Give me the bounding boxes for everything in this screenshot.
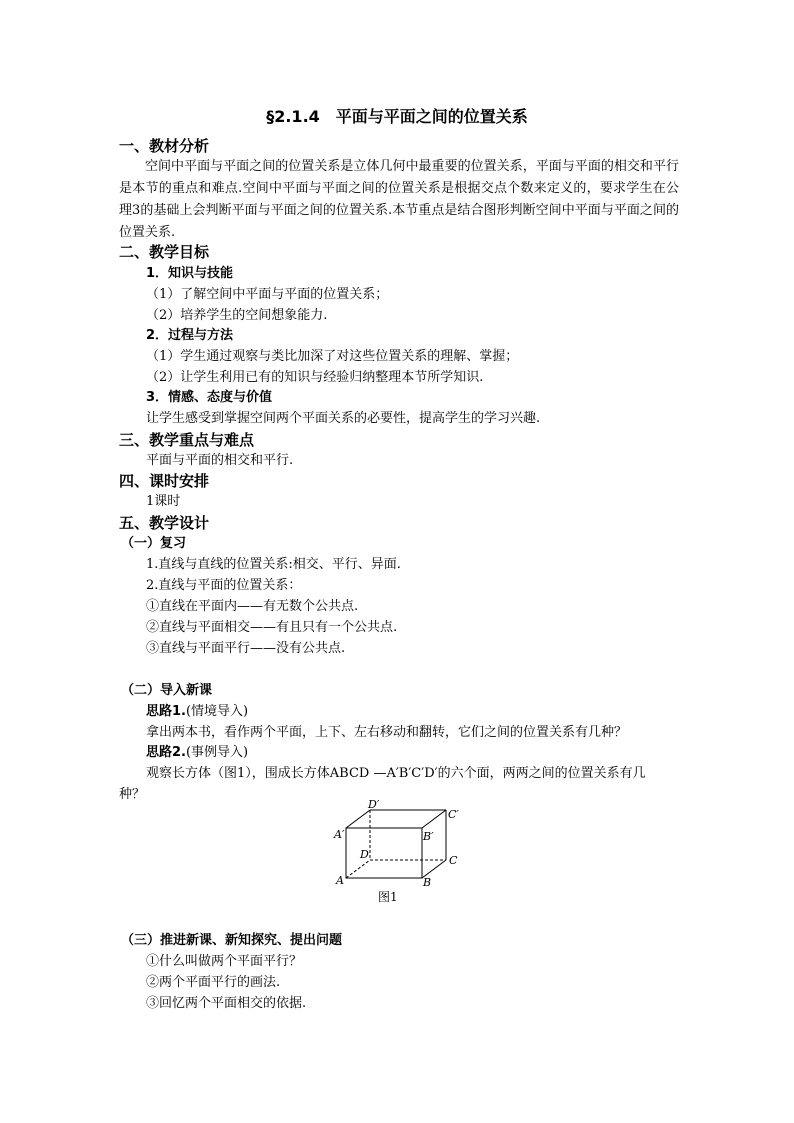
vertex-label-a-prime: A′ [334,828,345,841]
objective-process-item-2: （2）让学生利用已有的知识与经验归纳整理本节所学知识. [146,370,484,385]
idea-1-text: 拿出两本书，看作两个平面，上下、左右移动和翻转，它们之间的位置关系有几种？ [146,725,628,740]
objective-attitude-item: 让学生感受到掌握空间两个平面关系的必要性，提高学生的学习兴趣. [146,411,541,426]
vertex-label-d: D [360,848,369,861]
idea-2-line [146,743,248,763]
intro-heading: （二）导入新课 [121,683,213,698]
vertex-label-d-prime: D′ [368,800,380,811]
figure-caption: 图1 [378,890,398,904]
review-item-5: ③直线与平面平行——没有公共点. [146,641,346,656]
cuboid-front-face [346,828,422,878]
section-heading-analysis: 一、教材分析 [119,137,210,155]
review-item-2: 2.直线与平面的位置关系： [146,578,302,593]
question-3: ③回忆两个平面相交的依据. [146,996,307,1011]
cuboid-edge-a1d1 [346,810,370,828]
vertex-label-b: B [423,876,432,889]
question-2: ②两个平面平行的画法. [146,975,281,990]
vertex-label-c-prime: C′ [448,808,459,821]
objective-knowledge-heading: 1．知识与技能 [146,266,234,281]
vertex-label-b-prime: B′ [423,830,434,843]
objective-process-heading: 2．过程与方法 [146,328,234,343]
objective-process-item-1: （1）学生通过观察与类比加深了对这些位置关系的理解、掌握； [146,349,519,364]
objective-knowledge-item-1: （1）了解空间中平面与平面的位置关系； [146,287,389,302]
idea-1-label: 思路1. [146,704,186,719]
section-heading-key-points: 三、教学重点与难点 [119,431,255,449]
review-item-3: ①直线在平面内——有无数个公共点. [146,599,359,614]
idea-2-text-line-1: 观察长方体（图1），围成长方体ABCD —A′B′C′D′的六个面，两两之间的位置关系有几 [146,766,646,781]
section-heading-objectives: 二、教学目标 [119,243,210,261]
new-lesson-heading: （三）推进新课、新知探究、提出问题 [121,933,343,948]
cuboid-edge-b1c1 [422,810,446,828]
vertex-label-a: A [336,874,344,887]
idea-2-text-line-2: 种？ [119,787,146,802]
key-points-text: 平面与平面的相交和平行. [146,453,294,468]
objective-attitude-heading: 3．情感、态度与价值 [146,390,273,405]
objective-knowledge-item-2: （2）培养学生的空间想象能力. [146,308,328,323]
section-heading-schedule: 四、课时安排 [119,472,210,490]
cuboid-hidden-edge-ad [346,860,370,878]
idea-2-label: 思路2. [146,745,186,760]
idea-1-line [146,702,248,722]
idea-1-tag: (情境导入) [185,704,249,719]
question-1: ①什么叫做两个平面平行？ [146,954,303,969]
idea-2-tag: (事例导入) [185,745,249,760]
review-item-4: ②直线与平面相交——有且只有一个公共点. [146,620,398,635]
review-heading: （一）复习 [121,536,187,551]
page-title: §2.1.4 平面与平面之间的位置关系 [266,107,528,126]
schedule-text: 1课时 [146,494,181,509]
analysis-paragraph: 空间中平面与平面之间的位置关系是立体几何中最重要的位置关系，平面与平面的相交和平行是本节的重点和难点.空间中平面与平面之间的位置关系是根据交点个数来定义的，要求学生在公理3的基础上会判断平面与平面之间的位置关系.本节重点是结合图形判断空间中平面与平面之间的位置关系. [119,159,679,240]
section-heading-design: 五、教学设计 [119,514,210,532]
vertex-label-c: C [449,854,458,867]
review-item-1: 1.直线与直线的位置关系:相交、平行、异面. [146,557,401,572]
